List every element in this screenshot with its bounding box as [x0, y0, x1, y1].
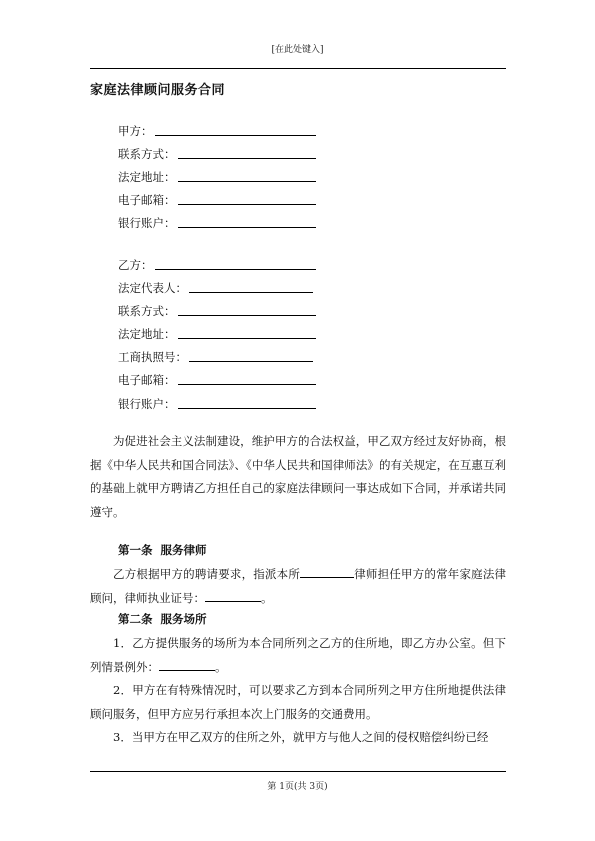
field-label: 法定地址：: [118, 327, 176, 342]
page-footer: 第 1页(共 3页): [267, 782, 328, 792]
exception-blank[interactable]: [159, 657, 215, 671]
lawyer-name-blank[interactable]: [300, 564, 354, 578]
field-legal-representative: [118, 280, 316, 303]
blank-line[interactable]: [155, 123, 316, 136]
license-number-blank[interactable]: [205, 588, 261, 602]
blank-line[interactable]: [178, 192, 316, 205]
field-label: 银行账户：: [118, 216, 176, 231]
field-label: 联系方式：: [118, 147, 176, 162]
field-party-a: [118, 123, 316, 146]
field-label: 联系方式：: [118, 304, 176, 319]
article-text: 1．乙方提供服务的场所为本合同所列之乙方的住所地，即乙方办公室。但下列情景例外：: [90, 636, 506, 674]
field-label: 法定代表人：: [118, 281, 187, 296]
article-1-title: [118, 542, 207, 558]
field-label: 电子邮箱：: [118, 193, 176, 208]
field-label: 工商执照号：: [118, 350, 187, 365]
article-number: 第二条: [118, 612, 153, 626]
preamble-paragraph: 为促进社会主义法制建设，维护甲方的合法权益，甲乙双方经过友好协商，根据《中华人民共和国合同法》、《中华人民共和国律师法》的有关规定，在互惠互利的基础上就甲方聘请乙方担任自己的家庭法律顾问一事达成如下合同，并承诺共同遵守。: [90, 434, 506, 519]
blank-line[interactable]: [178, 372, 316, 385]
field-party-b: [118, 257, 316, 280]
party-b-fields: [118, 257, 316, 419]
field-bank-account: [118, 215, 316, 238]
field-email: [118, 192, 316, 215]
document-title: 家庭法律顾问服务合同: [90, 83, 226, 98]
footer-divider: [90, 771, 506, 772]
blank-line[interactable]: [178, 169, 316, 182]
blank-line[interactable]: [178, 326, 316, 339]
party-a-fields: [118, 123, 316, 238]
article-text: 律师担任甲方的常年家庭法律顾问，律师执业证号：: [90, 567, 507, 605]
article-1-paragraph: [90, 563, 506, 610]
article-2-title: [118, 611, 207, 627]
article-2-item-3: 3．当甲方在甲乙双方的住所之外，就甲方与他人之间的侵权赔偿纠纷已经: [113, 730, 489, 744]
field-label: 法定地址：: [118, 170, 176, 185]
blank-line[interactable]: [189, 280, 313, 293]
field-business-license: [118, 349, 316, 372]
article-2-item-1: [90, 632, 506, 679]
field-contact: [118, 303, 316, 326]
field-address: [118, 169, 316, 192]
field-label: 电子邮箱：: [118, 373, 176, 388]
blank-line[interactable]: [178, 303, 316, 316]
article-number: 第一条: [118, 543, 153, 557]
field-label: 银行账户：: [118, 396, 176, 411]
field-email: [118, 372, 316, 395]
blank-line[interactable]: [178, 215, 316, 228]
field-address: [118, 326, 316, 349]
article-text: 。: [261, 590, 273, 605]
article-text: 。: [215, 659, 227, 674]
field-label: 甲方：: [118, 124, 153, 138]
article-heading: 服务场所: [160, 612, 207, 626]
blank-line[interactable]: [155, 257, 316, 270]
article-text: 乙方根据甲方的聘请要求，指派本所: [113, 567, 301, 581]
article-2-item-2: 2．甲方在有特殊情况时，可以要求乙方到本合同所列之甲方住所地提供法律顾问服务，但甲方应另行承担本次上门服务的交通费用。: [90, 683, 506, 721]
header-divider: [90, 68, 506, 69]
field-label: 乙方：: [118, 258, 153, 272]
blank-line[interactable]: [189, 349, 313, 362]
blank-line[interactable]: [178, 146, 316, 159]
field-bank-account: [118, 396, 316, 419]
article-heading: 服务律师: [160, 543, 207, 557]
blank-line[interactable]: [178, 396, 316, 409]
field-contact: [118, 146, 316, 169]
page-header: [在此处键入]: [271, 45, 324, 55]
